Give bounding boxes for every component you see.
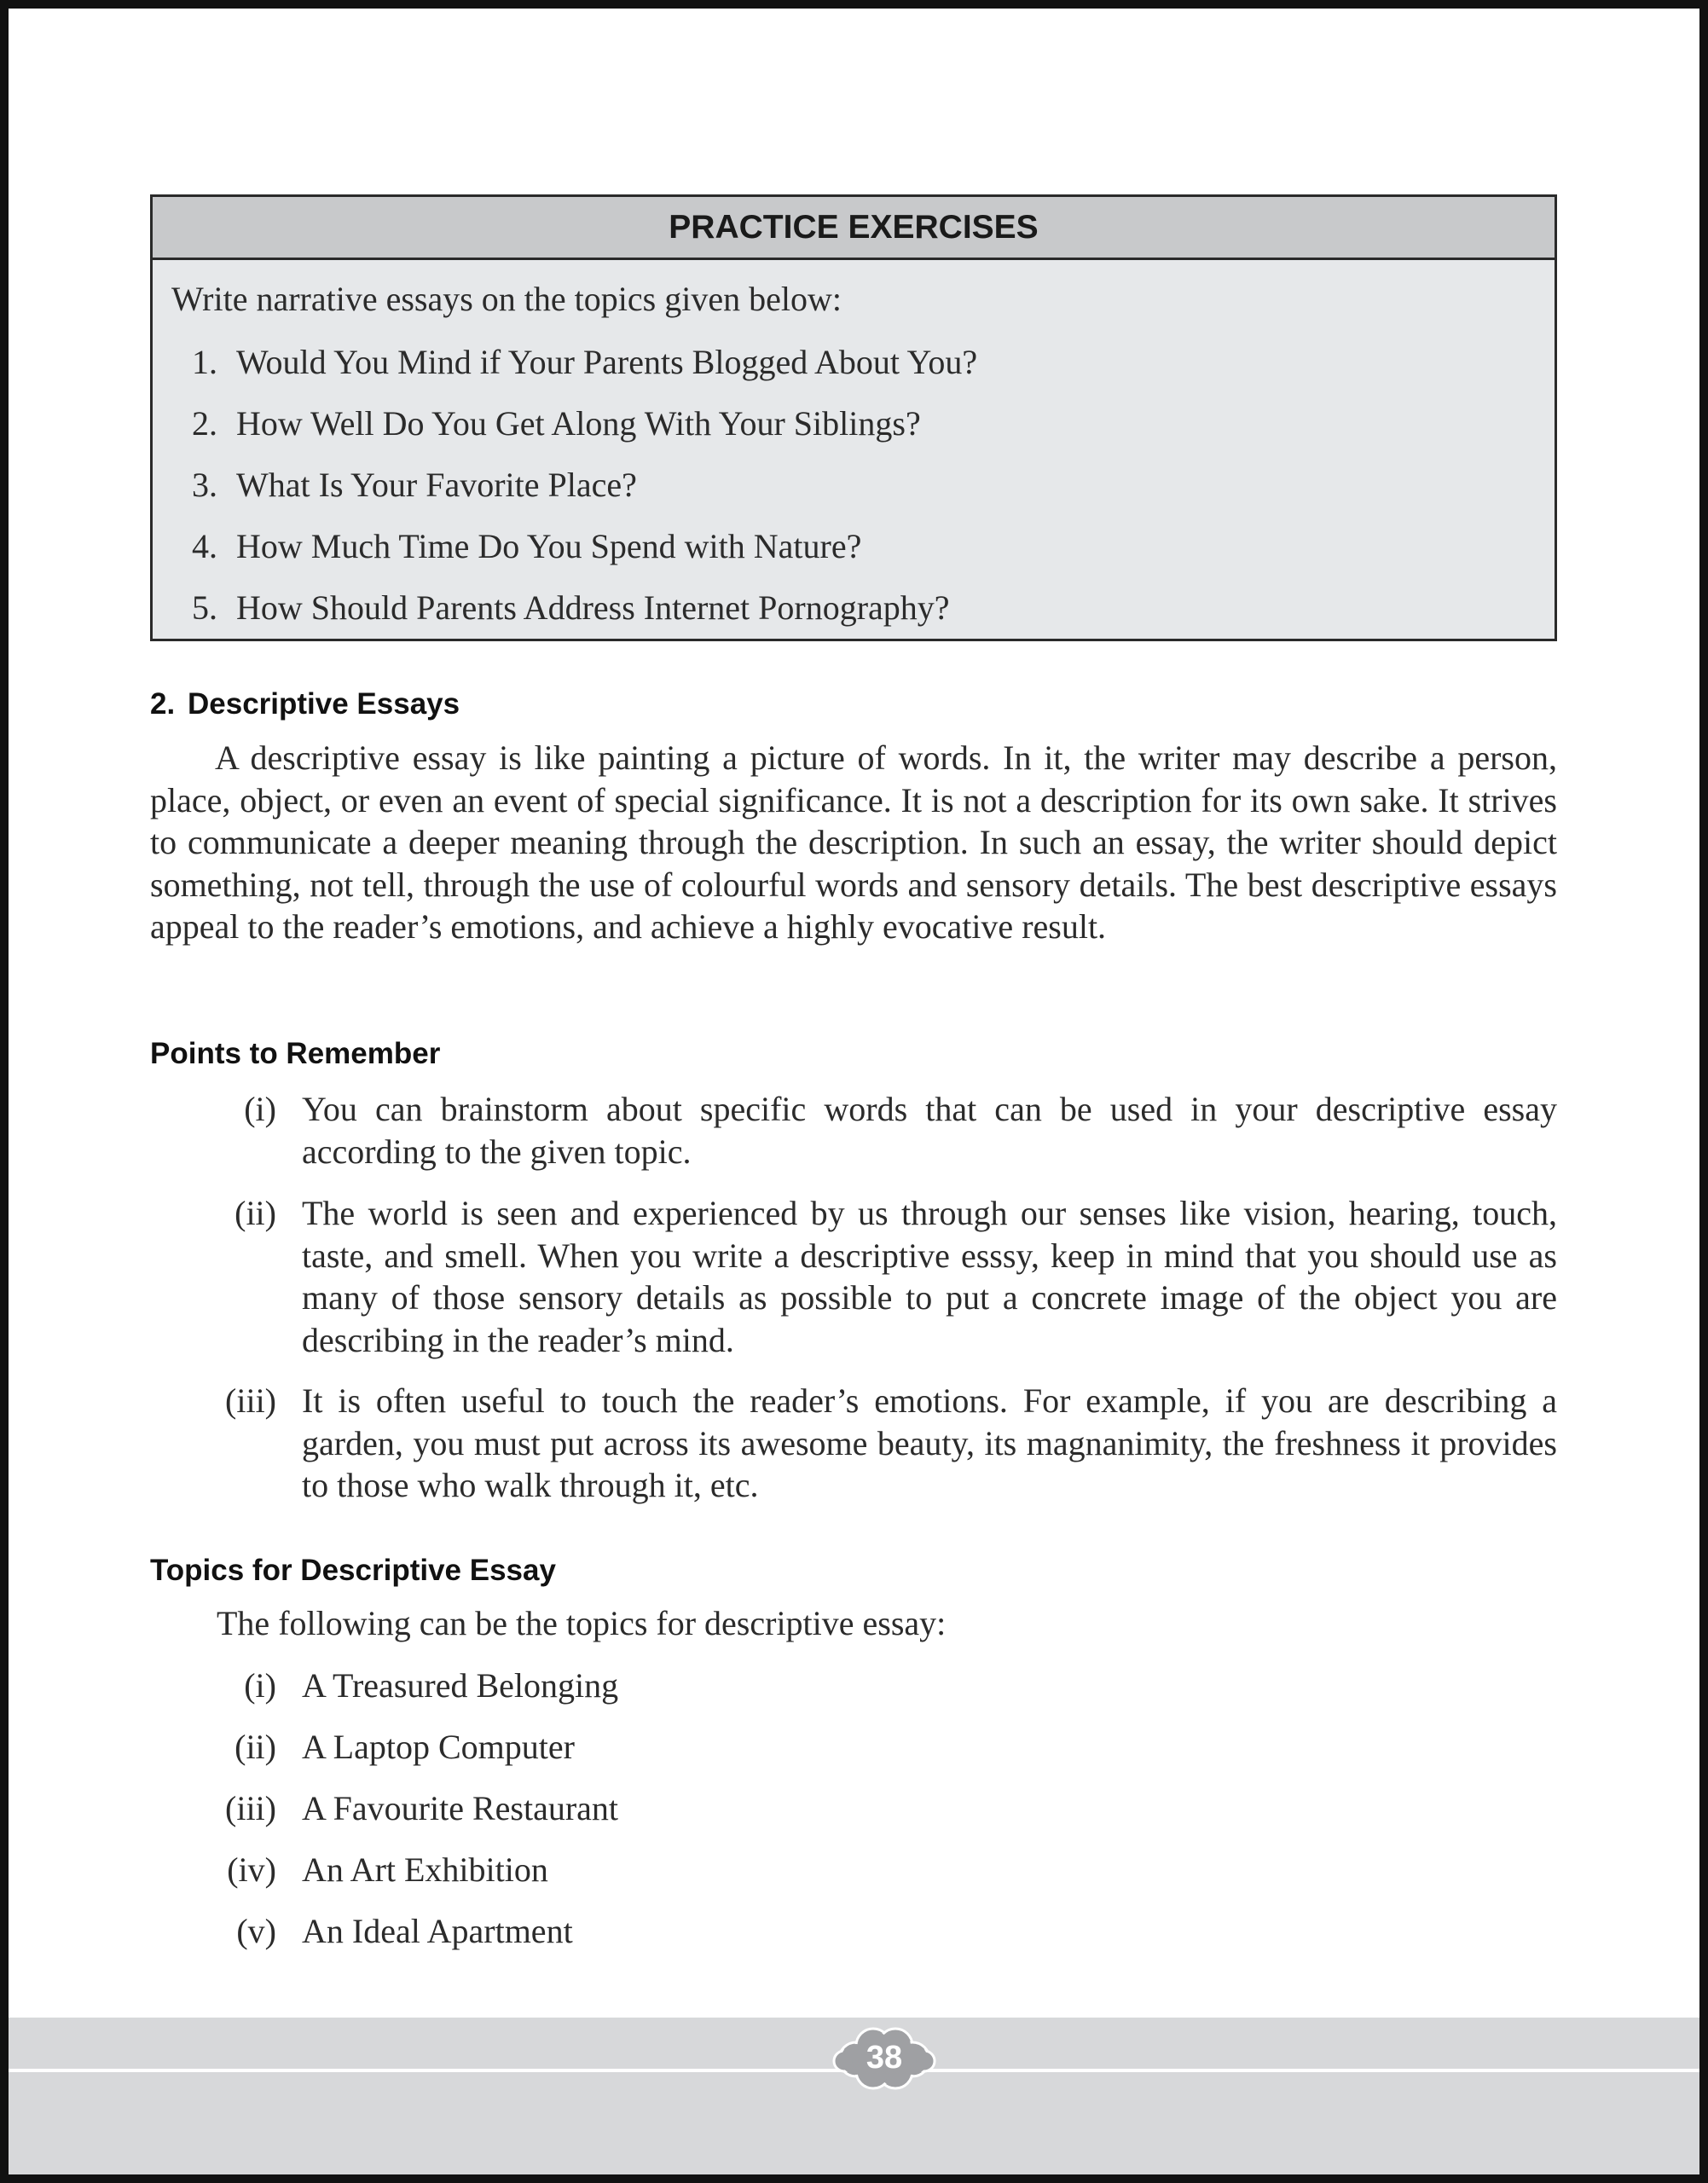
topic-text: A Laptop Computer bbox=[302, 1728, 575, 1766]
practice-topic-text: How Should Parents Address Internet Pornography? bbox=[236, 588, 950, 627]
point-number: (i) bbox=[244, 1090, 276, 1128]
points-heading: Points to Remember bbox=[150, 1037, 441, 1070]
practice-topic-text: Would You Mind if Your Parents Blogged About You? bbox=[236, 343, 978, 381]
topic-number: (iv) bbox=[227, 1850, 276, 1889]
point-number: (iii) bbox=[225, 1381, 276, 1420]
practice-exercises-title: PRACTICE EXERCISES bbox=[153, 197, 1555, 260]
topic-text: An Art Exhibition bbox=[302, 1850, 548, 1889]
practice-topic-number: 5. bbox=[192, 588, 217, 627]
topic-number: (ii) bbox=[234, 1728, 276, 1766]
practice-intro: Write narrative essays on the topics given below: bbox=[171, 280, 842, 318]
practice-topic-text: How Much Time Do You Spend with Nature? bbox=[236, 527, 862, 565]
page-number: 38 bbox=[866, 2039, 903, 2076]
practice-exercises-box bbox=[150, 194, 1557, 641]
section-paragraph: A descriptive essay is like painting a picture of words. In it, the writer may describe a person, place, object, or even an event of special significance. It is not a description for its own sake. It strives to communicate a deeper meaning through the description. In such an essay, the writer should depict something, not tell, through the use of colourful words and sensory details. The best descriptive essays appeal to the reader’s emotions, and achieve a highly evocative result. bbox=[150, 738, 1557, 946]
topic-number: (iii) bbox=[225, 1789, 276, 1827]
topic-text: A Favourite Restaurant bbox=[302, 1789, 619, 1827]
page-footer bbox=[9, 2018, 1699, 2183]
section-heading bbox=[150, 687, 460, 721]
topic-number: (v) bbox=[236, 1912, 276, 1950]
topics-heading: Topics for Descriptive Essay bbox=[150, 1554, 556, 1587]
practice-topic-number: 1. bbox=[192, 343, 217, 381]
point-text: The world is seen and experienced by us through our senses like vision, hearing, touch, taste, and smell. When you write a descriptive esssy, keep in mind that you should use as many of those sensory details as possible to put a concrete image of the object you are describing in the reader’s mind. bbox=[302, 1194, 1557, 1359]
practice-topic-number: 2. bbox=[192, 404, 217, 443]
practice-topic-text: How Well Do You Get Along With Your Siblings? bbox=[236, 404, 921, 443]
point-text: It is often useful to touch the reader’s emotions. For example, if you are describing a garden, you must put across its awesome beauty, its magnanimity, the freshness it provides to those who walk through it, etc. bbox=[302, 1381, 1557, 1504]
topic-number: (i) bbox=[244, 1666, 276, 1705]
practice-topic-number: 4. bbox=[192, 527, 217, 565]
practice-topic-number: 3. bbox=[192, 466, 217, 504]
topic-text: An Ideal Apartment bbox=[302, 1912, 573, 1950]
topic-text: A Treasured Belonging bbox=[302, 1666, 619, 1705]
practice-topic-text: What Is Your Favorite Place? bbox=[236, 466, 637, 504]
point-text: You can brainstorm about specific words that can be used in your descriptive essay according to the given topic. bbox=[302, 1090, 1557, 1171]
point-number: (ii) bbox=[234, 1194, 276, 1232]
section-title: Descriptive Essays bbox=[188, 687, 460, 721]
section-number: 2. bbox=[150, 687, 176, 721]
topics-intro: The following can be the topics for descriptive essay: bbox=[217, 1604, 947, 1642]
